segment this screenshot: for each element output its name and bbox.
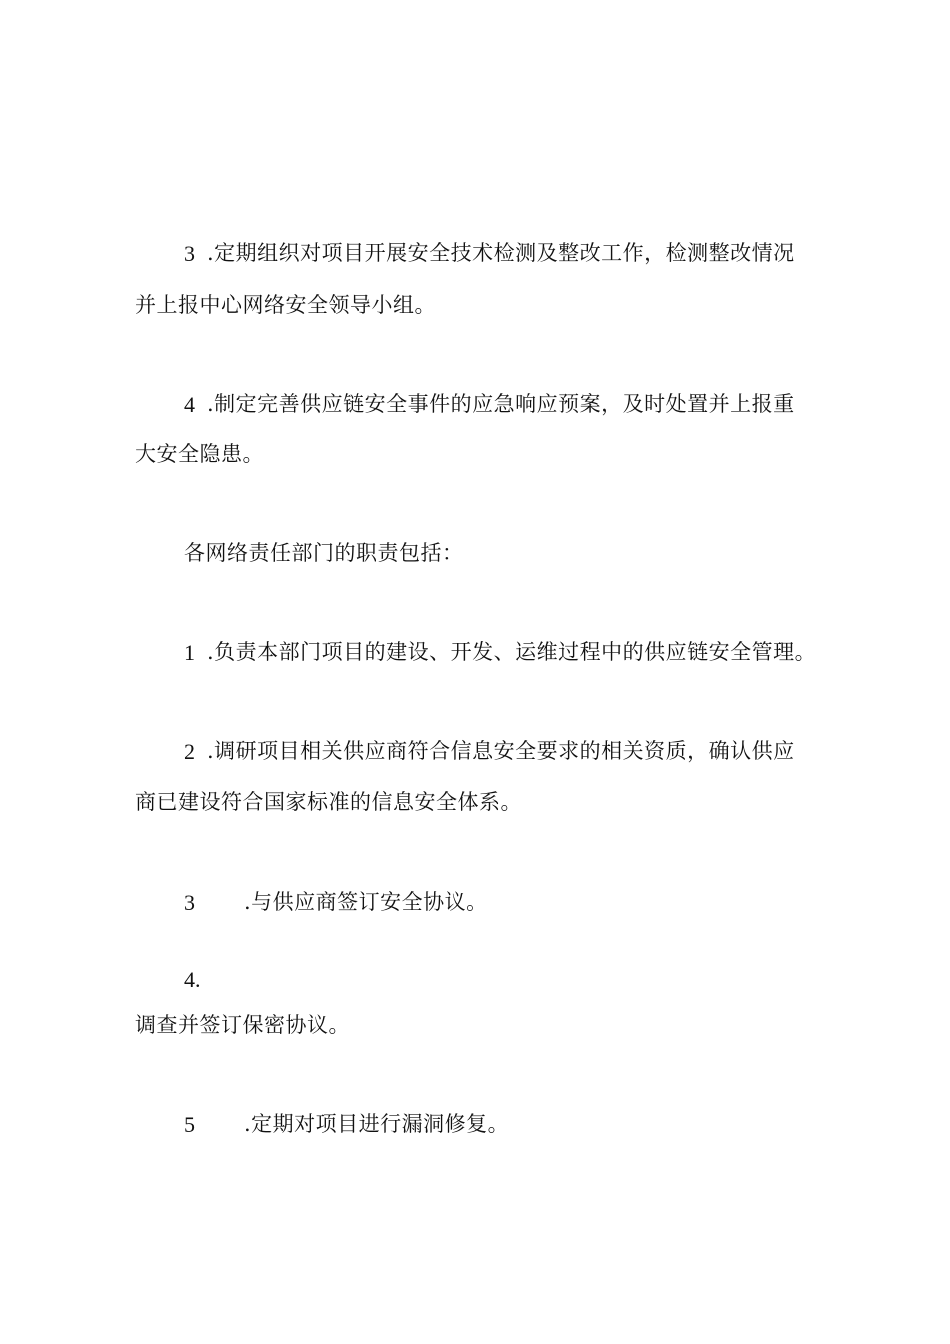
list-item-text: .定期对项目进行漏洞修复。 — [244, 1112, 510, 1136]
list-number: 5 — [184, 1112, 195, 1137]
list-number: 3 — [184, 890, 195, 915]
list-item-text: .与供应商签订安全协议。 — [244, 890, 488, 914]
list-number: 2 — [184, 739, 195, 764]
list-item-text: .制定完善供应链安全事件的应急响应预案，及时处置并上报重 — [207, 392, 795, 416]
list-number: 1 — [184, 640, 195, 665]
list-item-text-continued: 并上报中心网络安全领导小组。 — [135, 293, 436, 317]
section-heading: 各网络责任部门的职责包括： — [184, 541, 464, 565]
list-number: 4 — [184, 392, 195, 417]
list-number: 4. — [184, 967, 201, 992]
list-item-text: 调查并签订保密协议。 — [135, 1013, 350, 1037]
list-item-text-continued: 商已建设符合国家标准的信息安全体系。 — [135, 790, 522, 814]
list-item-text: .定期组织对项目开展安全技术检测及整改工作，检测整改情况 — [207, 241, 795, 265]
list-item-text: .调研项目相关供应商符合信息安全要求的相关资质，确认供应 — [207, 739, 795, 763]
list-item-text-continued: 大安全隐患。 — [135, 442, 264, 466]
list-item-text: .负责本部门项目的建设、开发、运维过程中的供应链安全管理。 — [207, 640, 817, 664]
list-number: 3 — [184, 241, 195, 266]
